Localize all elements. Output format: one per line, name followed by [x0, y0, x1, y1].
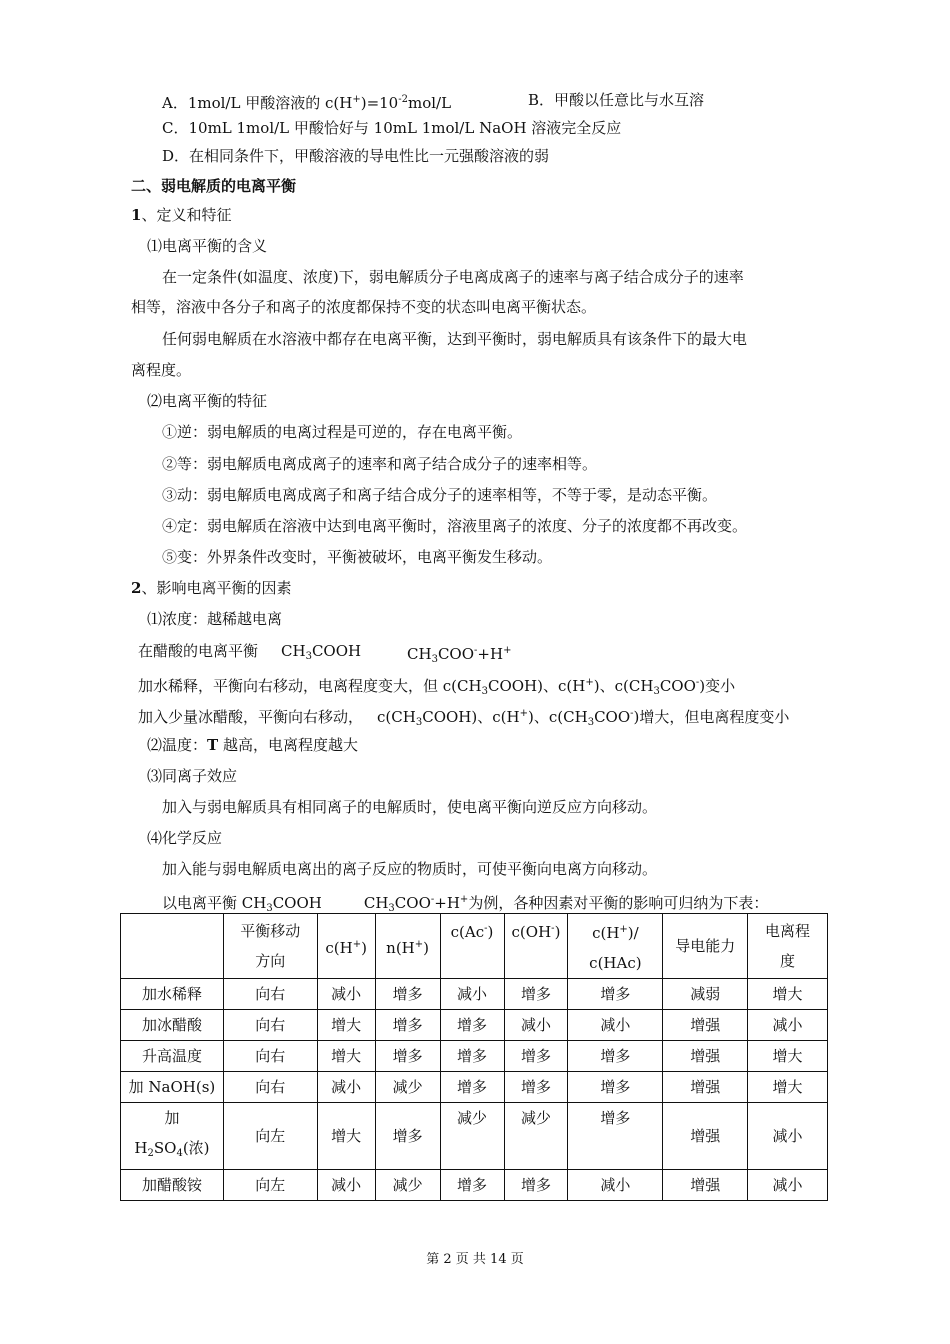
table-cell: 加水稀释 — [121, 979, 224, 1010]
table-cell: 增多 — [504, 1170, 568, 1201]
feature-item: ①逆：弱电解质的电离过程是可逆的，存在电离平衡。 — [162, 423, 523, 441]
header-move: 平衡移动 方向 — [223, 914, 317, 979]
table-cell: 增多 — [504, 979, 568, 1010]
table-cell: 增强 — [663, 1041, 748, 1072]
feature-item: ⑤变：外界条件改变时，平衡被破坏，电离平衡发生移动。 — [162, 548, 553, 566]
equation-right: $CH_3COO^-+H^+$ — [407, 645, 512, 665]
reaction-text: 加入能与弱电解质电离出的离子反应的物质时，可使平衡向电离方向移动。 — [162, 860, 658, 878]
feature-item: ②等：弱电解质电离成离子的速率和离子结合成分子的速率相等。 — [162, 455, 598, 473]
header-c-oh: c(OH-) — [504, 914, 568, 979]
para-1-line-2: 相等，溶液中各分子和离子的浓度都保持不变的状态叫电离平衡状态。 — [131, 298, 597, 316]
table-cell: 增多 — [504, 1041, 568, 1072]
table-cell: 向左 — [223, 1103, 317, 1170]
table-cell: 减小 — [317, 1072, 375, 1103]
table-cell: 增多 — [375, 1010, 440, 1041]
table-cell: 增多 — [504, 1072, 568, 1103]
table-cell: 增多 — [375, 1041, 440, 1072]
table-row — [121, 1170, 828, 1201]
item-2-title: ⑵电离平衡的特征 — [147, 392, 268, 410]
table-row — [121, 1041, 828, 1072]
table-cell: 增多 — [440, 1170, 504, 1201]
table-cell: 减小 — [748, 1010, 828, 1041]
table-cell: 增大 — [748, 1041, 828, 1072]
table-cell: 增大 — [317, 1010, 375, 1041]
header-conductivity: 导电能力 — [663, 914, 748, 979]
table-cell: 加 NaOH(s) — [121, 1072, 224, 1103]
table-cell: 增大 — [748, 979, 828, 1010]
table-cell: 减小 — [504, 1010, 568, 1041]
table-cell: 减小 — [440, 979, 504, 1010]
table-cell: 减少 — [440, 1103, 504, 1170]
item-1-title: ⑴电离平衡的含义 — [147, 237, 268, 255]
table-cell: 加醋酸铵 — [121, 1170, 224, 1201]
table-cell: 减小 — [317, 979, 375, 1010]
page-footer: 第 2 页 共 14 页 — [426, 1252, 524, 1267]
table-cell: 增大 — [317, 1103, 375, 1170]
table-cell: 增多 — [568, 979, 663, 1010]
para-2-line-2: 离程度。 — [131, 361, 192, 379]
table-cell: 减少 — [375, 1170, 440, 1201]
table-cell: 减小 — [317, 1170, 375, 1201]
table-cell: 向右 — [223, 1072, 317, 1103]
table-row — [121, 1010, 828, 1041]
table-cell: 增强 — [663, 1103, 748, 1170]
table-cell: 增多 — [440, 1010, 504, 1041]
table-cell: 减小 — [748, 1103, 828, 1170]
reaction-title: ⑷化学反应 — [147, 829, 223, 847]
feature-item: ③动：弱电解质电离成离子和离子结合成分子的速率相等，不等于零，是动态平衡。 — [162, 486, 718, 504]
section-heading: 二、弱电解质的电离平衡 — [131, 177, 297, 195]
table-cell: 减少 — [375, 1072, 440, 1103]
header-ratio: c(H+)/ c(HAc) — [568, 914, 663, 979]
table-cell: 增强 — [663, 1170, 748, 1201]
feature-item: ④定：弱电解质在溶液中达到电离平衡时，溶液里离子的浓度、分子的浓度都不再改变。 — [162, 517, 748, 535]
table-row — [121, 1103, 828, 1170]
header-empty — [121, 914, 224, 979]
option-b: B．甲酸以任意比与水互溶 — [528, 91, 705, 109]
table-cell: 增大 — [748, 1072, 828, 1103]
table-cell: 向右 — [223, 979, 317, 1010]
table-cell: 增强 — [663, 1010, 748, 1041]
para-1-line-1: 在一定条件(如温度、浓度)下，弱电解质分子电离成离子的速率与离子结合成分子的速率 — [162, 268, 744, 286]
table-cell: 增多 — [440, 1041, 504, 1072]
table-cell: 增多 — [568, 1072, 663, 1103]
table-cell: 向右 — [223, 1010, 317, 1041]
common-ion-title: ⑶同离子效应 — [147, 767, 238, 785]
header-c-h: c(H+) — [317, 914, 375, 979]
common-ion-text: 加入与弱电解质具有相同离子的电解质时，使电离平衡向逆反应方向移动。 — [162, 798, 658, 816]
header-c-ac: c(Ac-) — [440, 914, 504, 979]
table-cell: 减小 — [748, 1170, 828, 1201]
para-2-line-1: 任何弱电解质在水溶液中都存在电离平衡，达到平衡时，弱电解质具有该条件下的最大电 — [162, 330, 748, 348]
table-cell: 增多 — [375, 979, 440, 1010]
temperature-title: ⑵温度：T 越高，电离程度越大 — [147, 736, 358, 754]
table-row — [121, 979, 828, 1010]
header-n-h: n(H+) — [375, 914, 440, 979]
subsection-2-title: 2、影响电离平衡的因素 — [131, 579, 292, 597]
table-cell: 减弱 — [663, 979, 748, 1010]
equilibrium-intro: 在醋酸的电离平衡 — [138, 642, 259, 660]
option-d: D．在相同条件下，甲酸溶液的导电性比一元强酸溶液的弱 — [162, 147, 550, 165]
table-cell-h2so4: 加 $H_2SO_4$(浓) — [121, 1103, 224, 1170]
table-cell: 向右 — [223, 1041, 317, 1072]
option-a: A．1mol/L 甲酸溶液的 $c(H^+)=10^{-2}mol/L$ — [162, 94, 452, 112]
table-cell: 增强 — [663, 1072, 748, 1103]
table-cell: 加冰醋酸 — [121, 1010, 224, 1041]
table-intro: 以电离平衡 $CH_3COOH$ $CH_3COO^-+H^+$为例，各种因素对平衡的影响可归纳为下表： — [162, 894, 769, 914]
equilibrium-table — [120, 913, 828, 1201]
table-cell: 减小 — [568, 1170, 663, 1201]
table-cell: 减小 — [568, 1010, 663, 1041]
table-cell: 升高温度 — [121, 1041, 224, 1072]
table-cell: 减少 — [504, 1103, 568, 1170]
glacial-line: 加入少量冰醋酸，平衡向右移动， $c(CH_3COOH)$、c(H+)、$c(CH_3COO^-)$增大，但电离程度变小 — [138, 708, 790, 728]
table-cell: 向左 — [223, 1170, 317, 1201]
subsection-1-title: 1、定义和特征 — [131, 206, 232, 224]
table-cell: 增大 — [317, 1041, 375, 1072]
table-header-row — [121, 914, 828, 979]
header-degree: 电离程 度 — [748, 914, 828, 979]
option-c: C．10mL 1mol/L 甲酸恰好与 10mL 1mol/L NaOH 溶液完全反应 — [162, 119, 622, 137]
table-cell: 增多 — [440, 1072, 504, 1103]
dilution-line: 加水稀释，平衡向右移动，电离程度变大，但 $c(CH_3COOH)$、c(H+)、$c(CH_3COO^-)$变小 — [138, 677, 736, 697]
table-cell: 增多 — [375, 1103, 440, 1170]
table-row — [121, 1072, 828, 1103]
concentration-title: ⑴浓度：越稀越电离 — [147, 610, 283, 628]
equation-left: $CH_3COOH$ — [281, 642, 362, 662]
table-cell: 增多 — [568, 1041, 663, 1072]
table-cell: 增多 — [568, 1103, 663, 1170]
